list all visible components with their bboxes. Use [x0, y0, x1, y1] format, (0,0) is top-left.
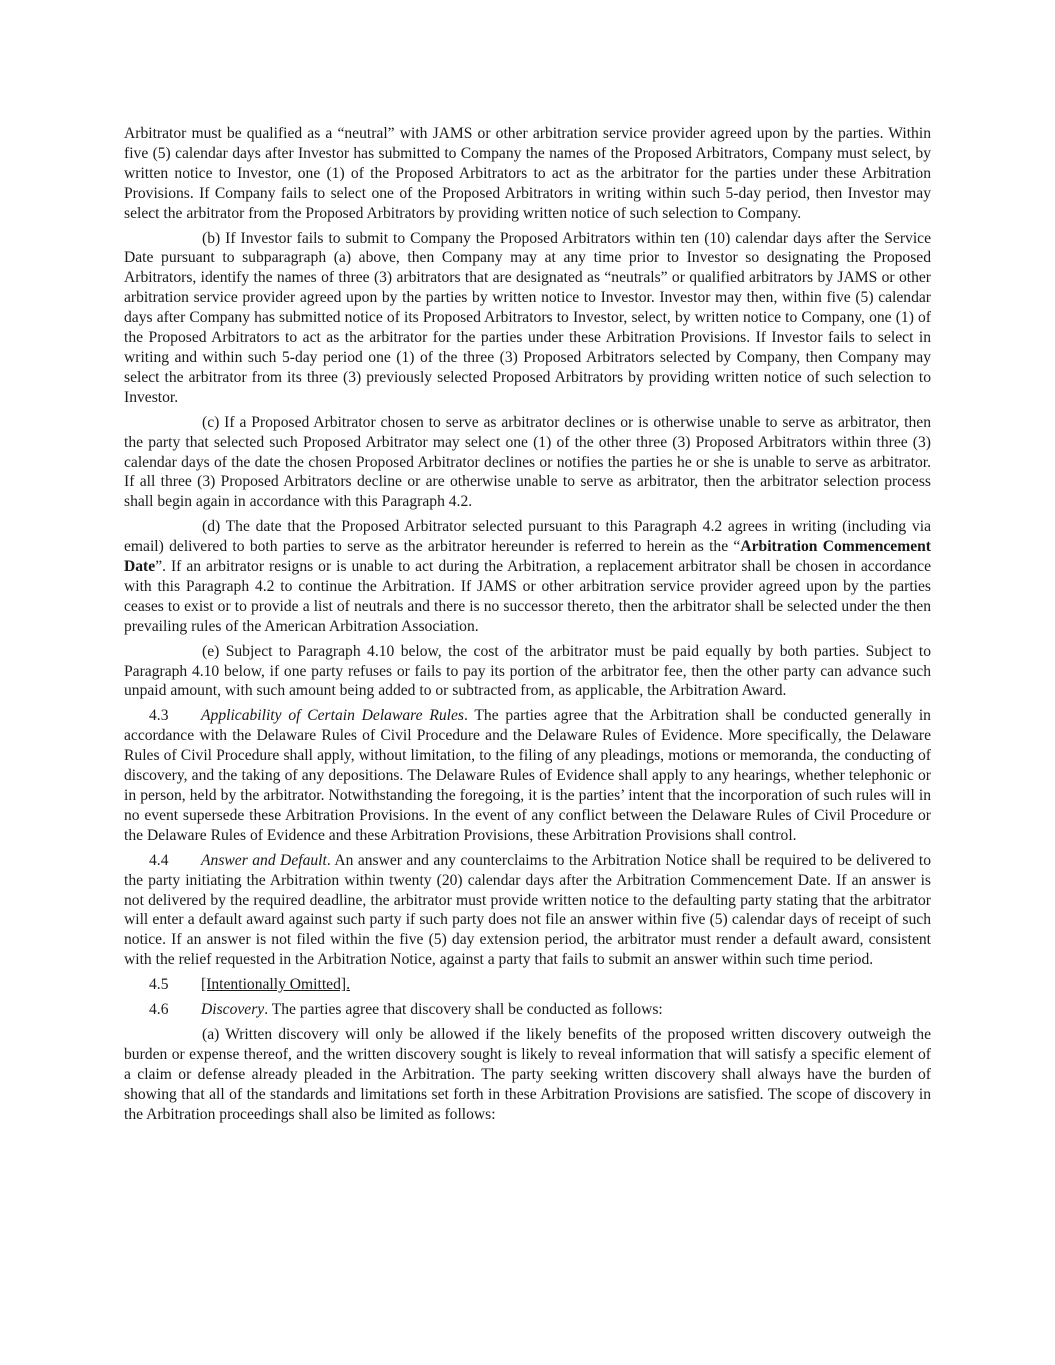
section-number: 4.3	[149, 707, 169, 725]
section-4-6	[124, 1000, 931, 1020]
paragraph-4-6-a: (a) Written discovery will only be allowed if the likely benefits of the proposed written discovery outweigh the burden or expense thereof, and the written discovery sought is likely to reveal information that will satisfy a specific element of a claim or defense already pleaded in the Arbitration. The party seeking written discovery shall always have the burden of showing that all of the standards and limitations set forth in these Arbitration Provisions are satisfied. The scope of discovery in the Arbitration proceedings shall also be limited as follows:	[124, 1025, 931, 1123]
paragraph-4-2-d-text-end: ”. If an arbitrator resigns or is unable to act during the Arbitration, a replacement arbitrator shall be chosen in accordance with this Paragraph 4.2 to continue the Arbitration. If JAMS or other arbitration service provider agreed upon by the parties ceases to exist or to provide a list of neutrals and there is no successor thereto, then the arbitrator shall be selected under the then prevailing rules of the American Arbitration Association.	[124, 558, 931, 635]
section-title: [Intentionally Omitted].	[201, 976, 350, 994]
section-number: 4.5	[149, 976, 169, 994]
section-4-5	[124, 975, 931, 995]
section-title: Answer and Default	[201, 851, 327, 869]
paragraph-4-2-e: (e) Subject to Paragraph 4.10 below, the cost of the arbitrator must be paid equally by both parties. Subject to Paragraph 4.10 below, if one party refuses or fails to pay its portion of the arbitrator fee, then the other party can advance such unpaid amount, with such amount being added to or subtracted from, as applicable, the Arbitration Award.	[124, 642, 931, 700]
section-4-4	[124, 851, 931, 970]
paragraph-continuation: Arbitrator must be qualified as a “neutral” with JAMS or other arbitration service provider agreed upon by the parties. Within five (5) calendar days after Investor has submitted to Company the names of the Proposed Arbitrators, Company must select, by written notice to Investor, one (1) of the Proposed Arbitrators to act as the arbitrator for the parties under these Arbitration Provisions. If Company fails to select one of the Proposed Arbitrators in writing within such 5-day period, then Investor may select the arbitrator from the Proposed Arbitrators by providing written notice of such selection to Company.	[124, 125, 931, 222]
section-body: . The parties agree that the Arbitration shall be conducted generally in accordance with the Delaware Rules of Civil Procedure and the Delaware Rules of Evidence. More specifically, the Delaware Rules of Civil Procedure shall apply, without limitation, to the filing of any pleadings, motions or memoranda, the conducting of discovery, and the taking of any depositions. The Delaware Rules of Evidence shall apply to any hearings, whether telephonic or in person, held by the arbitrator. Notwithstanding the foregoing, it is the parties’ intent that the incorporation of such rules will in no event supersede these Arbitration Provisions. In the event of any conflict between the Delaware Rules of Civil Procedure or the Delaware Rules of Evidence and these Arbitration Provisions, these Arbitration Provisions shall control.	[124, 707, 931, 844]
paragraph-4-2-c: (c) If a Proposed Arbitrator chosen to serve as arbitrator declines or is otherwise unable to serve as arbitrator, then the party that selected such Proposed Arbitrator may select one (1) of the other three (3) Proposed Arbitrators within three (3) calendar days of the date the chosen Proposed Arbitrator declines or notifies the parties he or she is unable to serve as arbitrator. If all three (3) Proposed Arbitrators decline or are otherwise unable to serve as arbitrator, then the arbitrator selection process shall begin again in accordance with this Paragraph 4.2.	[124, 413, 931, 511]
paragraph-4-2-d	[124, 517, 931, 636]
section-body: . The parties agree that discovery shall be conducted as follows:	[264, 1001, 663, 1019]
section-number: 4.4	[149, 851, 169, 869]
defined-term-arbitration-commencement-date: Arbitration Commencement Date	[124, 538, 931, 576]
paragraph-4-2-b: (b) If Investor fails to submit to Company the Proposed Arbitrators within ten (10) calendar days after the Service Date pursuant to subparagraph (a) above, then Company may at any time prior to Investor so designating the Proposed Arbitrators, identify the names of three (3) arbitrators that are designated as “neutrals” or qualified arbitrators by JAMS or other arbitration service provider agreed upon by the parties by written notice to Investor. Investor may then, within five (5) calendar days after Company has submitted notice of its Proposed Arbitrators to Investor, select, by written notice to Company, one (1) of the Proposed Arbitrators to act as the arbitrator for the parties under these Arbitration Provisions. If Investor fails to select in writing and within such 5-day period one (1) of the three (3) Proposed Arbitrators selected by Company, then Company may select the arbitrator from its three (3) previously selected Proposed Arbitrators by providing written notice of such selection to Investor.	[124, 229, 931, 406]
section-title: Discovery	[201, 1001, 265, 1019]
section-number: 4.6	[149, 1001, 169, 1019]
section-4-3	[124, 706, 931, 845]
section-title: Applicability of Certain Delaware Rules	[201, 707, 464, 725]
section-body: . An answer and any counterclaims to the Arbitration Notice shall be required to be delivered to the party initiating the Arbitration within twenty (20) calendar days after the Arbitration Commencement Date. If an answer is not delivered by the required deadline, the arbitrator must provide written notice to the defaulting party stating that the arbitrator will enter a default award against such party if such party does not file an answer within five (5) calendar days of receipt of such notice. If an answer is not filed within the five (5) day extension period, the arbitrator must render a default award, consistent with the relief requested in the Arbitration Notice, against a party that fails to submit an answer within such time period.	[124, 851, 931, 969]
paragraph-4-2-d-text-start: (d) The date that the Proposed Arbitrator selected pursuant to this Paragraph 4.2 agrees in writing (including via email) delivered to both parties to serve as the arbitrator hereunder is referred to herein as the “	[124, 518, 931, 556]
